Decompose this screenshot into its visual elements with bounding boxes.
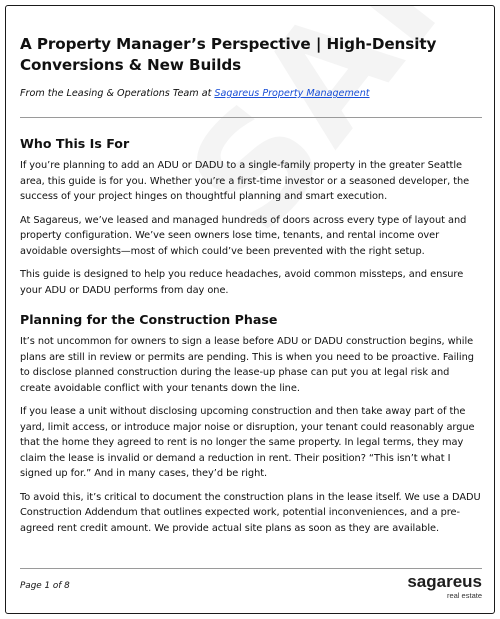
document-subtitle	[20, 87, 482, 100]
paragraph: If you lease a unit without disclosing upcoming construction and then take away part of the yard, limit access, or introduce major noise or disruption, your tenant could reasonably argue that the home they agreed to rent is no longer the same property. In legal terms, they may claim the lease is invalid or demand a reduction in rent. Their position? “This isn’t what I signed up for.” And in many cases, they’d be right.	[20, 406, 475, 479]
header-divider	[20, 117, 482, 118]
company-link[interactable]: Sagareus Property Management	[214, 88, 370, 99]
paragraph: To avoid this, it’s critical to document the construction plans in the lease itself. We use a DADU Construction Addendum that outlines expected work, potential inconveniences, and a pre-agreed rent credit amount. We provide actual site plans as soon as they are available.	[20, 491, 481, 534]
logo-tagline: real estate	[446, 591, 482, 600]
document-page	[5, 5, 495, 614]
paragraph: At Sagareus, we’ve leased and managed hundreds of doors across every type of layout and property configuration. We’ve seen owners lose time, tenants, and rental income over avoidable oversights—most of which could’ve been prevented with the right setup.	[20, 214, 467, 257]
page-footer	[20, 568, 482, 600]
page-number: Page 1 of 8	[20, 581, 70, 591]
subtitle-prefix: From the Leasing & Operations Team at	[20, 88, 215, 99]
section-heading-who: Who This Is For	[20, 136, 130, 151]
document-body	[20, 34, 482, 536]
section-heading-construction: Planning for the Construction Phase	[20, 312, 278, 327]
paragraph: If you’re planning to add an ADU or DADU to a single-family property in the greater Seattle area, this guide is for you. Whether you’re a first-time investor or a seasoned developer, the success of your project hinges on thoughtful planning and smart execution.	[20, 160, 470, 202]
paragraph: It’s not uncommon for owners to sign a lease before ADU or DADU construction begins, while plans are still in review or permits are pending. This is when you need to be proactive. Failing to disclose planned construction during the lease-up phase can put you at legal risk and create avoidable conflict with your tenants down the line.	[20, 336, 474, 394]
footer-divider	[20, 568, 482, 569]
paragraph: This guide is designed to help you reduce headaches, avoid common missteps, and ensure your ADU or DADU performs from day one.	[20, 269, 464, 296]
company-logo	[407, 573, 482, 600]
document-title: A Property Manager’s Perspective | High-Density Conversions & New Builds	[20, 35, 437, 74]
logo-wordmark: sagareus	[407, 572, 482, 591]
